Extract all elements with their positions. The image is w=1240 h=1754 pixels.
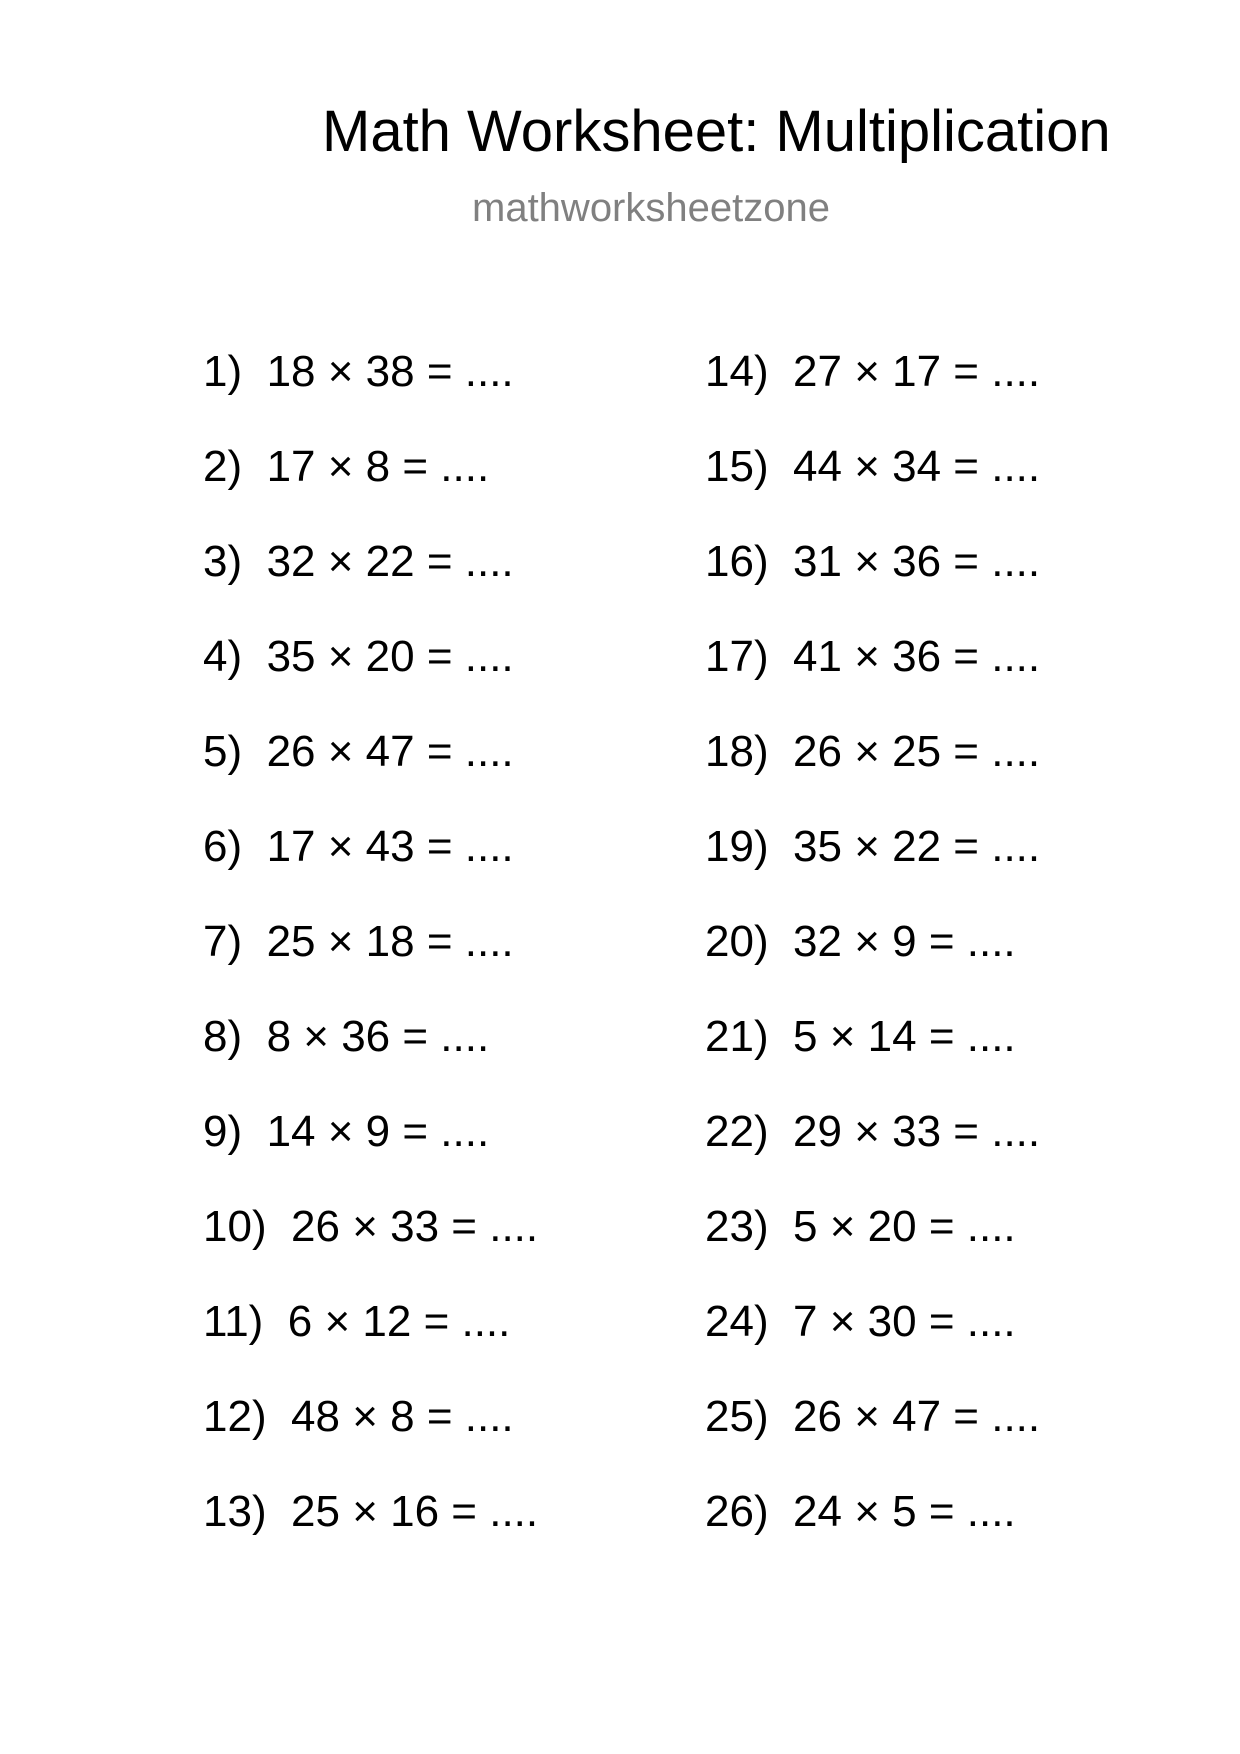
problem-item xyxy=(203,442,489,492)
problem-expression: 32 × 9 = .... xyxy=(793,917,1016,966)
problem-number: 16) xyxy=(705,537,769,586)
problem-expression: 26 × 47 = .... xyxy=(793,1392,1041,1441)
problem-expression: 26 × 33 = .... xyxy=(291,1202,539,1251)
problem-item xyxy=(705,917,1016,967)
problem-item xyxy=(203,1392,514,1442)
problem-expression: 5 × 14 = .... xyxy=(793,1012,1016,1061)
problem-expression: 26 × 25 = .... xyxy=(793,727,1041,776)
problem-number: 4) xyxy=(203,632,243,681)
problem-number: 10) xyxy=(203,1202,267,1251)
problem-expression: 26 × 47 = .... xyxy=(266,727,514,776)
problem-number: 26) xyxy=(705,1487,769,1536)
problem-item xyxy=(705,347,1040,397)
problem-number: 7) xyxy=(203,917,243,966)
problem-expression: 29 × 33 = .... xyxy=(793,1107,1041,1156)
problem-number: 25) xyxy=(705,1392,769,1441)
problem-item xyxy=(705,822,1040,872)
problem-expression: 8 × 36 = .... xyxy=(266,1012,490,1061)
problem-number: 14) xyxy=(705,347,769,396)
problem-expression: 31 × 36 = .... xyxy=(793,537,1041,586)
problem-item xyxy=(705,632,1040,682)
problem-number: 13) xyxy=(203,1487,267,1536)
problem-item xyxy=(705,442,1040,492)
problem-item xyxy=(705,1392,1040,1442)
problem-item xyxy=(705,537,1040,587)
problem-expression: 7 × 30 = .... xyxy=(793,1297,1016,1346)
problem-item xyxy=(203,632,514,682)
problem-number: 23) xyxy=(705,1202,769,1251)
problem-number: 19) xyxy=(705,822,769,871)
problem-number: 6) xyxy=(203,822,243,871)
problem-number: 8) xyxy=(203,1012,243,1061)
problem-item xyxy=(705,727,1040,777)
problem-item xyxy=(705,1487,1016,1537)
problem-number: 3) xyxy=(203,537,243,586)
problem-item xyxy=(203,917,514,967)
problem-number: 12) xyxy=(203,1392,267,1441)
problem-item xyxy=(705,1012,1016,1062)
problem-item xyxy=(705,1297,1016,1347)
problem-number: 5) xyxy=(203,727,243,776)
problem-number: 15) xyxy=(705,442,769,491)
problem-item xyxy=(203,1107,489,1157)
problem-item xyxy=(203,822,514,872)
problem-item xyxy=(203,347,514,397)
problem-expression: 32 × 22 = .... xyxy=(266,537,514,586)
problem-number: 11) xyxy=(203,1297,264,1346)
problem-number: 1) xyxy=(203,347,243,396)
problem-item xyxy=(203,1202,538,1252)
problem-expression: 35 × 20 = .... xyxy=(266,632,514,681)
problem-expression: 27 × 17 = .... xyxy=(793,347,1041,396)
problem-expression: 44 × 34 = .... xyxy=(793,442,1041,491)
problem-item xyxy=(203,1012,489,1062)
problem-number: 18) xyxy=(705,727,769,776)
problem-expression: 14 × 9 = .... xyxy=(266,1107,490,1156)
problem-number: 2) xyxy=(203,442,243,491)
problem-expression: 48 × 8 = .... xyxy=(291,1392,514,1441)
problem-item xyxy=(203,537,514,587)
problem-expression: 25 × 18 = .... xyxy=(266,917,514,966)
problem-number: 20) xyxy=(705,917,769,966)
problem-expression: 17 × 43 = .... xyxy=(266,822,514,871)
problem-expression: 17 × 8 = .... xyxy=(266,442,490,491)
problem-number: 17) xyxy=(705,632,769,681)
problem-number: 21) xyxy=(705,1012,769,1061)
problem-number: 9) xyxy=(203,1107,243,1156)
problem-item xyxy=(203,1487,538,1537)
problem-expression: 25 × 16 = .... xyxy=(291,1487,539,1536)
worksheet-subtitle: mathworksheetzone xyxy=(472,186,830,230)
problem-expression: 6 × 12 = .... xyxy=(287,1297,511,1346)
problem-number: 24) xyxy=(705,1297,769,1346)
problem-expression: 24 × 5 = .... xyxy=(793,1487,1016,1536)
problem-item xyxy=(705,1107,1040,1157)
problem-item xyxy=(705,1202,1016,1252)
worksheet-title: Math Worksheet: Multiplication xyxy=(322,99,1111,164)
problem-expression: 35 × 22 = .... xyxy=(793,822,1041,871)
problem-number: 22) xyxy=(705,1107,769,1156)
problem-item xyxy=(203,1297,510,1347)
problem-expression: 18 × 38 = .... xyxy=(266,347,514,396)
problem-item xyxy=(203,727,514,777)
problem-expression: 5 × 20 = .... xyxy=(793,1202,1016,1251)
problem-expression: 41 × 36 = .... xyxy=(793,632,1041,681)
